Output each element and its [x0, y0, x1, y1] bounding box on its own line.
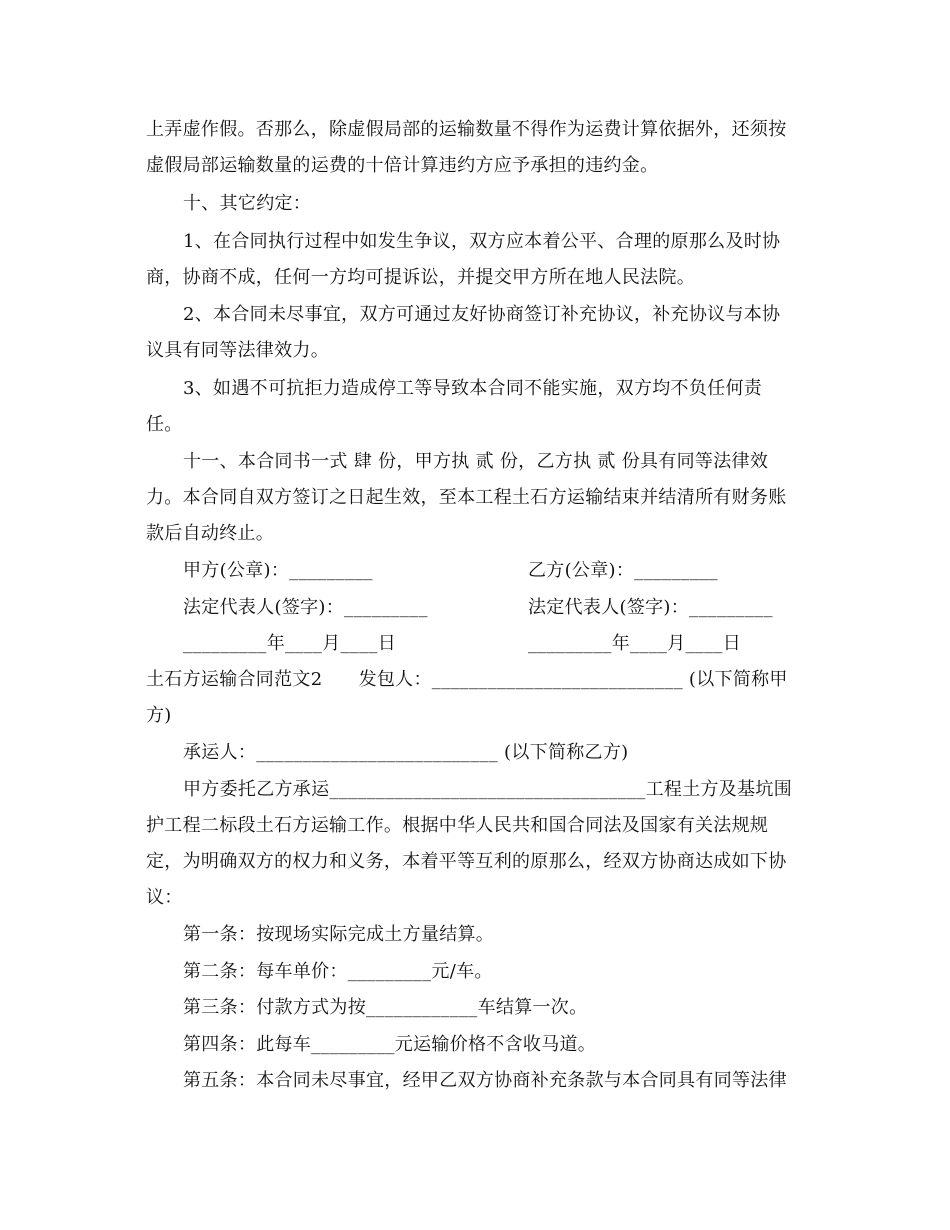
- party-a-date: _________年____月____日: [183, 633, 396, 654]
- clause-3: 第三条：付款方式为按____________车结算一次。: [183, 997, 588, 1018]
- text-line: 承运人：__________________________ (以下简称乙方): [183, 742, 629, 763]
- party-b-seal: 乙方(公章)：_________: [528, 560, 718, 581]
- text-line: 上弄虚作假。否那么，除虚假局部的运输数量不得作为运费计算依据外，还须按: [146, 119, 787, 140]
- clause-2: 第二条：每车单价：_________元/车。: [183, 961, 493, 982]
- text-line: 任。: [146, 414, 183, 435]
- text-line: 商，协商不成，任何一方均可提诉讼，并提交甲方所在地人民法院。: [146, 267, 695, 288]
- text-line: 议：: [146, 887, 183, 908]
- text-line: 方): [146, 705, 172, 726]
- text-line: 甲方委托乙方承运__________________________________工程土方及基坑围: [183, 779, 792, 800]
- section-heading: 十、其它约定：: [183, 193, 312, 214]
- party-a-seal: 甲方(公章)：_________: [183, 560, 373, 581]
- text-line: 2、本合同未尽事宜，双方可通过友好协商签订补充协议，补充协议与本协: [183, 304, 781, 325]
- clause-5: 第五条：本合同未尽事宜，经甲乙双方协商补充条款与本合同具有同等法律: [183, 1070, 787, 1091]
- text-line: 土石方运输合同范文2 发包人：___________________________ (以下简称甲: [146, 669, 788, 690]
- text-line: 款后自动终止。: [146, 523, 275, 544]
- clause-4: 第四条：此每车_________元运输价格不含收马道。: [183, 1034, 597, 1055]
- text-line: 力。本合同自双方签订之日起生效，至本工程土石方运输结束并结清所有财务账: [146, 487, 787, 508]
- text-line: 1、在合同执行过程中如发生争议，双方应本着公平、合理的原那么及时协: [183, 231, 781, 252]
- text-line: 十一、本合同书一式 肆 份，甲方执 贰 份，乙方执 贰 份具有同等法律效: [183, 451, 769, 472]
- party-b-representative: 法定代表人(签字)：_________: [528, 597, 773, 618]
- party-a-representative: 法定代表人(签字)：_________: [183, 597, 428, 618]
- clause-1: 第一条：按现场实际完成土方量结算。: [183, 924, 495, 945]
- text-line: 护工程二标段土石方运输工作。根据中华人民共和国合同法及国家有关法规规: [146, 815, 769, 836]
- text-line: 议具有同等法律效力。: [146, 340, 329, 361]
- party-b-date: _________年____月____日: [528, 633, 741, 654]
- text-line: 虚假局部运输数量的运费的十倍计算违约方应予承担的违约金。: [146, 155, 659, 176]
- text-line: 定，为明确双方的权力和义务，本着平等互利的原那么，经双方协商达成如下协: [146, 851, 787, 872]
- text-line: 3、如遇不可抗拒力造成停工等导致本合同不能实施，双方均不负任何责: [183, 378, 763, 399]
